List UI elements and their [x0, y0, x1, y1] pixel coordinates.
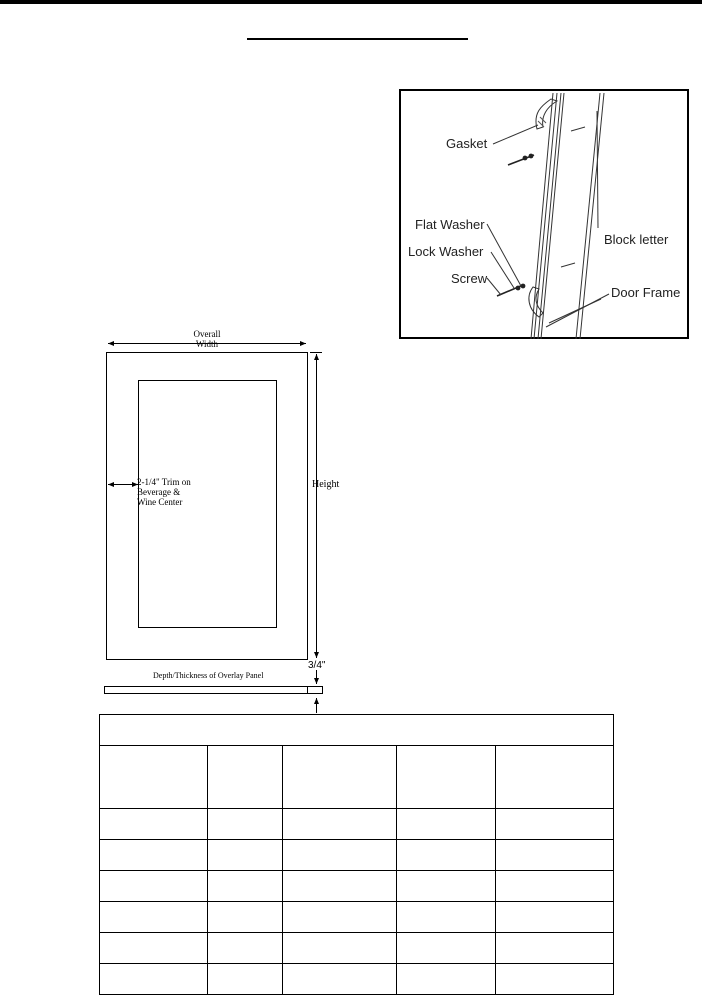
table-cell: [396, 964, 495, 995]
table-cell: [495, 809, 613, 840]
table-row: [100, 902, 614, 933]
flat-washer-label: Flat Washer: [415, 217, 485, 232]
table-cell: [208, 871, 282, 902]
table-cell: [495, 840, 613, 871]
table-row: [100, 871, 614, 902]
table-header-cell: [100, 746, 208, 809]
table-cell: [100, 964, 208, 995]
table-cell: [282, 902, 396, 933]
trim-note: [137, 477, 191, 507]
table-cell: [100, 809, 208, 840]
table-cell: [100, 871, 208, 902]
table-header-row: [100, 746, 614, 809]
table-row: [100, 964, 614, 995]
dimension-table: [99, 714, 614, 995]
block-letter-label: Block letter: [604, 232, 669, 247]
table-cell: [100, 902, 208, 933]
table-header-cell: [208, 746, 282, 809]
trim-line2: Beverage &: [137, 487, 181, 497]
overlay-panel-drawing: [96, 324, 336, 716]
table-cell: [396, 840, 495, 871]
table-cell: [208, 902, 282, 933]
table-header-cell: [396, 746, 495, 809]
table-cell: [495, 933, 613, 964]
table-cell: [100, 840, 208, 871]
table-cell: [208, 964, 282, 995]
table-title-row: [100, 715, 614, 746]
table-cell: [396, 871, 495, 902]
table-cell: [495, 902, 613, 933]
table-row: [100, 933, 614, 964]
trim-line3: Wine Center: [137, 497, 183, 507]
table-header-cell: [282, 746, 396, 809]
table-cell: [495, 964, 613, 995]
table-cell: [282, 964, 396, 995]
door-hardware-drawing: [401, 91, 691, 341]
height-label: Height: [312, 479, 340, 490]
overall-width-label: [172, 329, 242, 349]
table-row: [100, 840, 614, 871]
table-cell: [100, 933, 208, 964]
table-cell: [208, 840, 282, 871]
table-title-cell: [100, 715, 614, 746]
trim-line1: 2-1/4" Trim on: [137, 477, 191, 487]
lock-washer-label: Lock Washer: [408, 244, 484, 259]
section-title-underline: [247, 38, 468, 40]
overall-width-line2: Width: [195, 339, 219, 349]
table-cell: [208, 809, 282, 840]
depth-thickness-label: Depth/Thickness of Overlay Panel: [153, 671, 264, 680]
table-cell: [396, 809, 495, 840]
door-frame-label: Door Frame: [611, 285, 681, 300]
door-hardware-diagram: [399, 89, 689, 339]
table-cell: [396, 902, 495, 933]
gasket-label: Gasket: [446, 136, 488, 151]
table-row: [100, 809, 614, 840]
table-cell: [282, 840, 396, 871]
table-cell: [282, 871, 396, 902]
page-top-rule: [0, 0, 702, 4]
table-cell: [495, 871, 613, 902]
table-header-cell: [495, 746, 613, 809]
table-cell: [208, 933, 282, 964]
screw-label: Screw: [451, 271, 488, 286]
table-cell: [282, 933, 396, 964]
thickness-value: 3/4": [308, 660, 326, 671]
table-cell: [282, 809, 396, 840]
table-cell: [396, 933, 495, 964]
overall-width-line1: Overall: [193, 329, 221, 339]
